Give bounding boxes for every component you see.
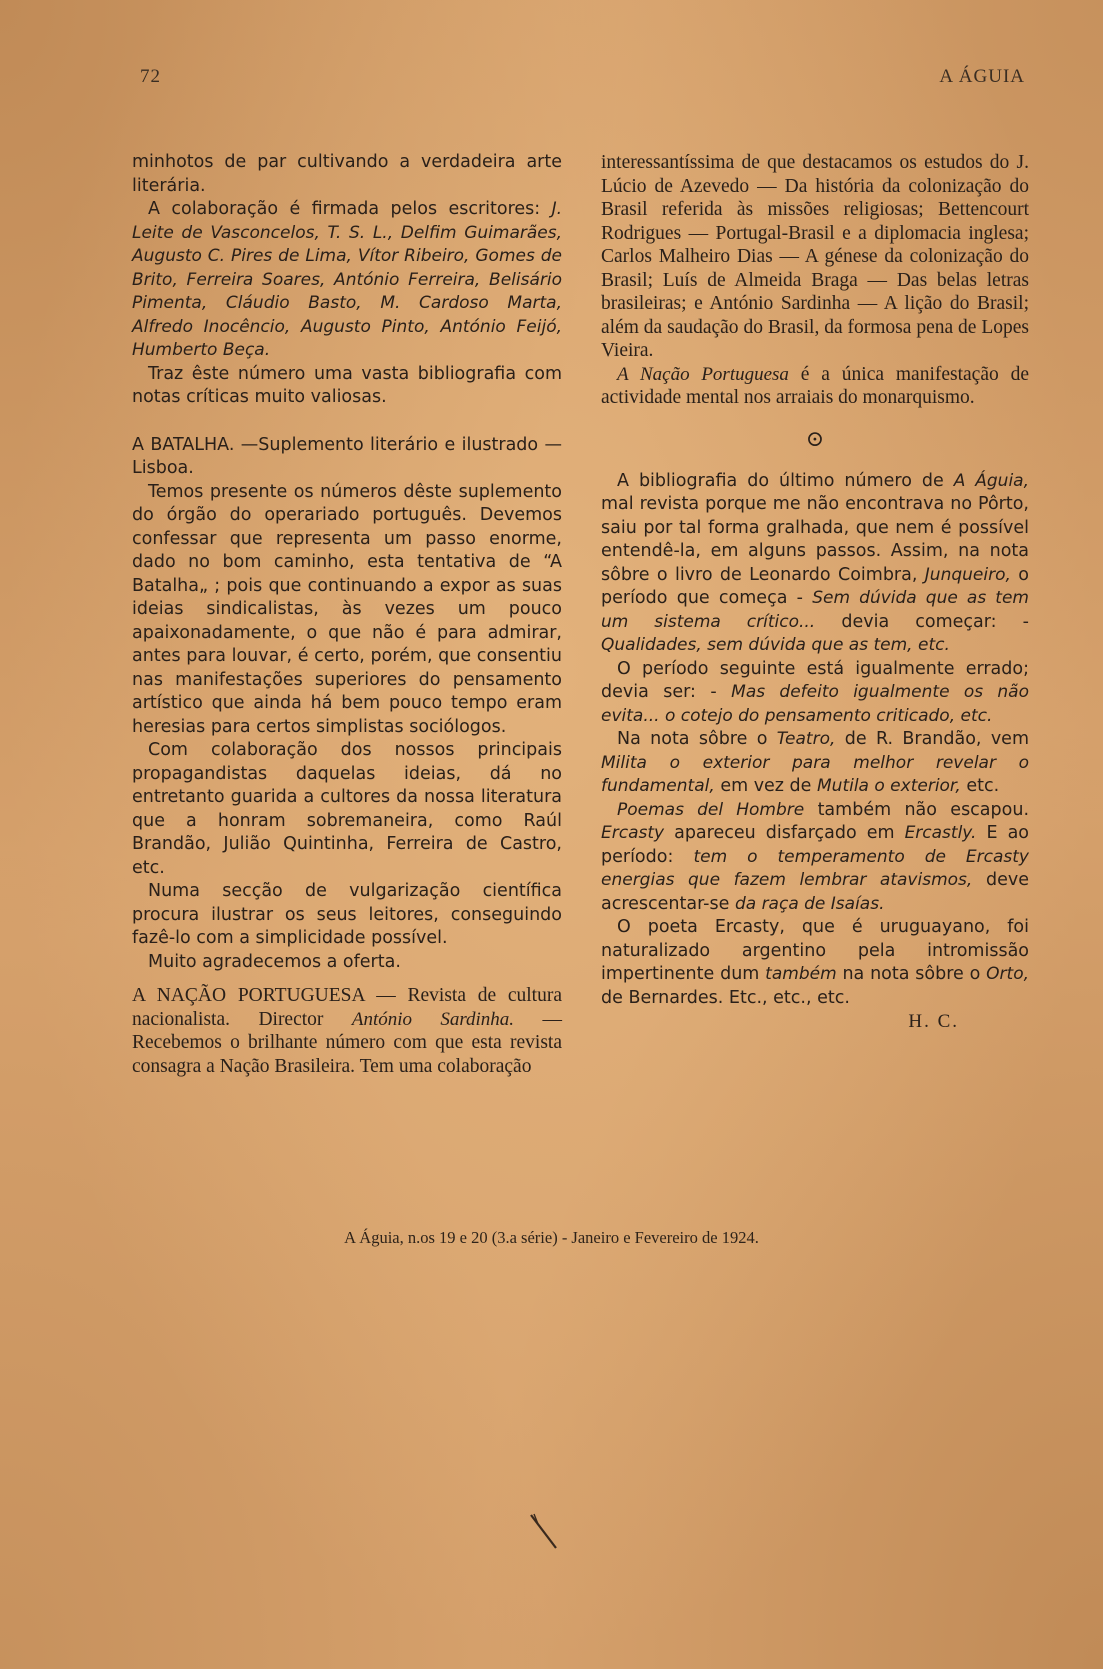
journal-title: A Águia, xyxy=(953,470,1029,491)
text-run: — Recebemos o brilhante número com que esta revista consagra a Nação Brasileira. Tem uma colaboração xyxy=(132,1008,562,1077)
paragraph: Numa secção de vulgarização científica procura ilustrar os seus leitores, conseguindo fazê-lo com a simplicidade possível. xyxy=(132,881,562,948)
text-run: E ao período: xyxy=(601,823,1029,867)
signature: H. C. xyxy=(908,1011,959,1032)
text-run: é a única manifestação de actividade mental nos arraiais do monarquismo. xyxy=(601,363,1029,408)
paragraph xyxy=(601,658,1029,729)
pencil-mark-icon xyxy=(528,1512,562,1552)
left-column xyxy=(132,151,562,1078)
review-heading xyxy=(132,984,562,1078)
paragraph: interessantíssima de que destacamos os estudos do J. Lúcio de Azevedo — Da história da colonização do Brasil referida às missões religiosas; Bettencourt Rodrigues — Portugal-Brasil e a diplomacia inglesa; Carlos Malheiro Dias — A génese da colonização do Brasil; Luís de Almeida Braga — Das belas letras brasileiras; e António Sardinha — A lição do Brasil; além da saudação do Brasil, da formosa pena de Lopes Vieira. xyxy=(601,152,1029,361)
paragraph xyxy=(601,470,1029,658)
text-run: de R. Brandão, vem xyxy=(835,729,1029,749)
quotation: da raça de Isaías. xyxy=(734,893,885,914)
paragraph: Muito agradecemos a oferta. xyxy=(148,951,401,972)
book-title: Orto, xyxy=(986,964,1029,984)
quotation: também xyxy=(765,964,837,984)
text-run: A NAÇÃO PORTUGUESA — Revista de cultura nacionalista. Director xyxy=(132,985,562,1030)
text-run: Na nota sôbre o xyxy=(617,729,777,749)
paragraph xyxy=(601,916,1029,1010)
paragraph xyxy=(601,363,1029,410)
right-column xyxy=(601,151,1029,1034)
page-footer: A Águia, n.os 19 e 20 (3.a série) - Janeiro e Fevereiro de 1924. xyxy=(344,1228,759,1247)
text-run: A bibliografia do último número de xyxy=(617,470,954,491)
text-run: devia começar: - xyxy=(815,611,1029,632)
paragraph xyxy=(601,799,1029,917)
text-run: A colaboração é firmada pelos escritores: xyxy=(148,199,552,219)
text-run: de Bernardes. Etc., etc., etc. xyxy=(601,987,850,1008)
text-run: apareceu disfarçado em xyxy=(664,823,905,843)
quotation: Mas defeito igualmente os não evita... o cotejo do pensamento criticado, etc. xyxy=(601,682,1029,726)
paragraph xyxy=(132,198,562,363)
text-run: na nota sôbre o xyxy=(836,964,987,984)
quotation: Mutila o exterior, xyxy=(817,776,961,796)
review-heading: A BATALHA. —Suplemento literário e ilustrado — Lisboa. xyxy=(132,434,562,478)
book-title: Junqueiro, xyxy=(924,564,1011,585)
running-title: A ÁGUIA xyxy=(939,66,1025,87)
paragraph: minhotos de par cultivando a verdadeira arte literária. xyxy=(132,152,562,196)
errata-block xyxy=(601,470,1029,1034)
book-title: Teatro, xyxy=(776,729,836,749)
book-title: Poemas del Hombre xyxy=(617,799,805,820)
quotation: Qualidades, sem dúvida que as tem, etc. xyxy=(601,635,950,655)
author-list: J. Leite de Vasconcelos, T. S. L., Delfim Guimarães, Augusto C. Pires de Lima, Vítor Ribeiro, Gomes de Brito, Ferreira Soares, António Ferreira, Belisário Pimenta, Cláudio Basto, M. Cardoso Marta, Alfredo Inocêncio, Augusto Pinto, António Feijó, Humberto Beça. xyxy=(132,199,562,360)
text-run: deve acrescentar-se xyxy=(601,870,1029,914)
quotation: tem o temperamento de Ercasty energias que fazem lembrar atavismos, xyxy=(601,846,1029,890)
paragraph: Temos presente os números dêste suplemento do órgão do operariado português. Devemos confessar que representa um passo enorme, dado no bom caminho, esta tentativa de “A Batalha„ ; pois que continuando a expor as suas ideias sindicalistas, às vezes um pouco apaixonadamente, o que não é para admirar, antes para louvar, é certo, porém, que consentiu nas manifestações superiores do pensamento artístico que ainda há bem pouco tempo eram heresias para certos simplistas sociólogos. xyxy=(132,481,562,737)
quotation: Ercastly. xyxy=(904,823,977,843)
paragraph: Traz êste número uma vasta bibliografia com notas críticas muito valiosas. xyxy=(132,363,562,407)
text-run: também não escapou. xyxy=(804,799,1030,820)
text-run: mal revista porque me não encontrava no Pôrto, saiu por tal forma gralhada, que nem é possível entendê-la, em alguns passos. Assim, na nota sôbre o livro de Leonardo Coimbra, xyxy=(601,494,1029,585)
text-run: em vez de xyxy=(714,776,817,796)
text-run: o período que começa - xyxy=(601,564,1029,608)
text-run: O período seguinte está igualmente errado; devia ser: - xyxy=(601,658,1029,702)
journal-title: A Nação Portuguesa xyxy=(617,363,789,385)
paragraph: Com colaboração dos nossos principais propagandistas daquelas ideias, dá no entretanto guarida a cultores da nossa literatura que a honram sobremaneira, como Raúl Brandão, Julião Quintinha, Ferreira de Castro, etc. xyxy=(132,740,562,878)
text-run: O poeta Ercasty, que é uruguayano, foi naturalizado argentino pela intromissão impertinente dum xyxy=(601,917,1029,984)
page-number: 72 xyxy=(140,66,161,87)
page-header xyxy=(140,66,1025,88)
quotation: Sem dúvida que as tem um sistema crítico... xyxy=(601,588,1029,632)
text-run: etc. xyxy=(960,776,1000,796)
quotation: Ercasty xyxy=(601,823,665,843)
quotation: Milita o exterior para melhor revelar o fundamental, xyxy=(601,752,1029,796)
director-name: António Sardinha. xyxy=(351,1008,515,1030)
ornament-icon: ⊙ xyxy=(805,425,825,451)
paragraph xyxy=(601,728,1029,799)
